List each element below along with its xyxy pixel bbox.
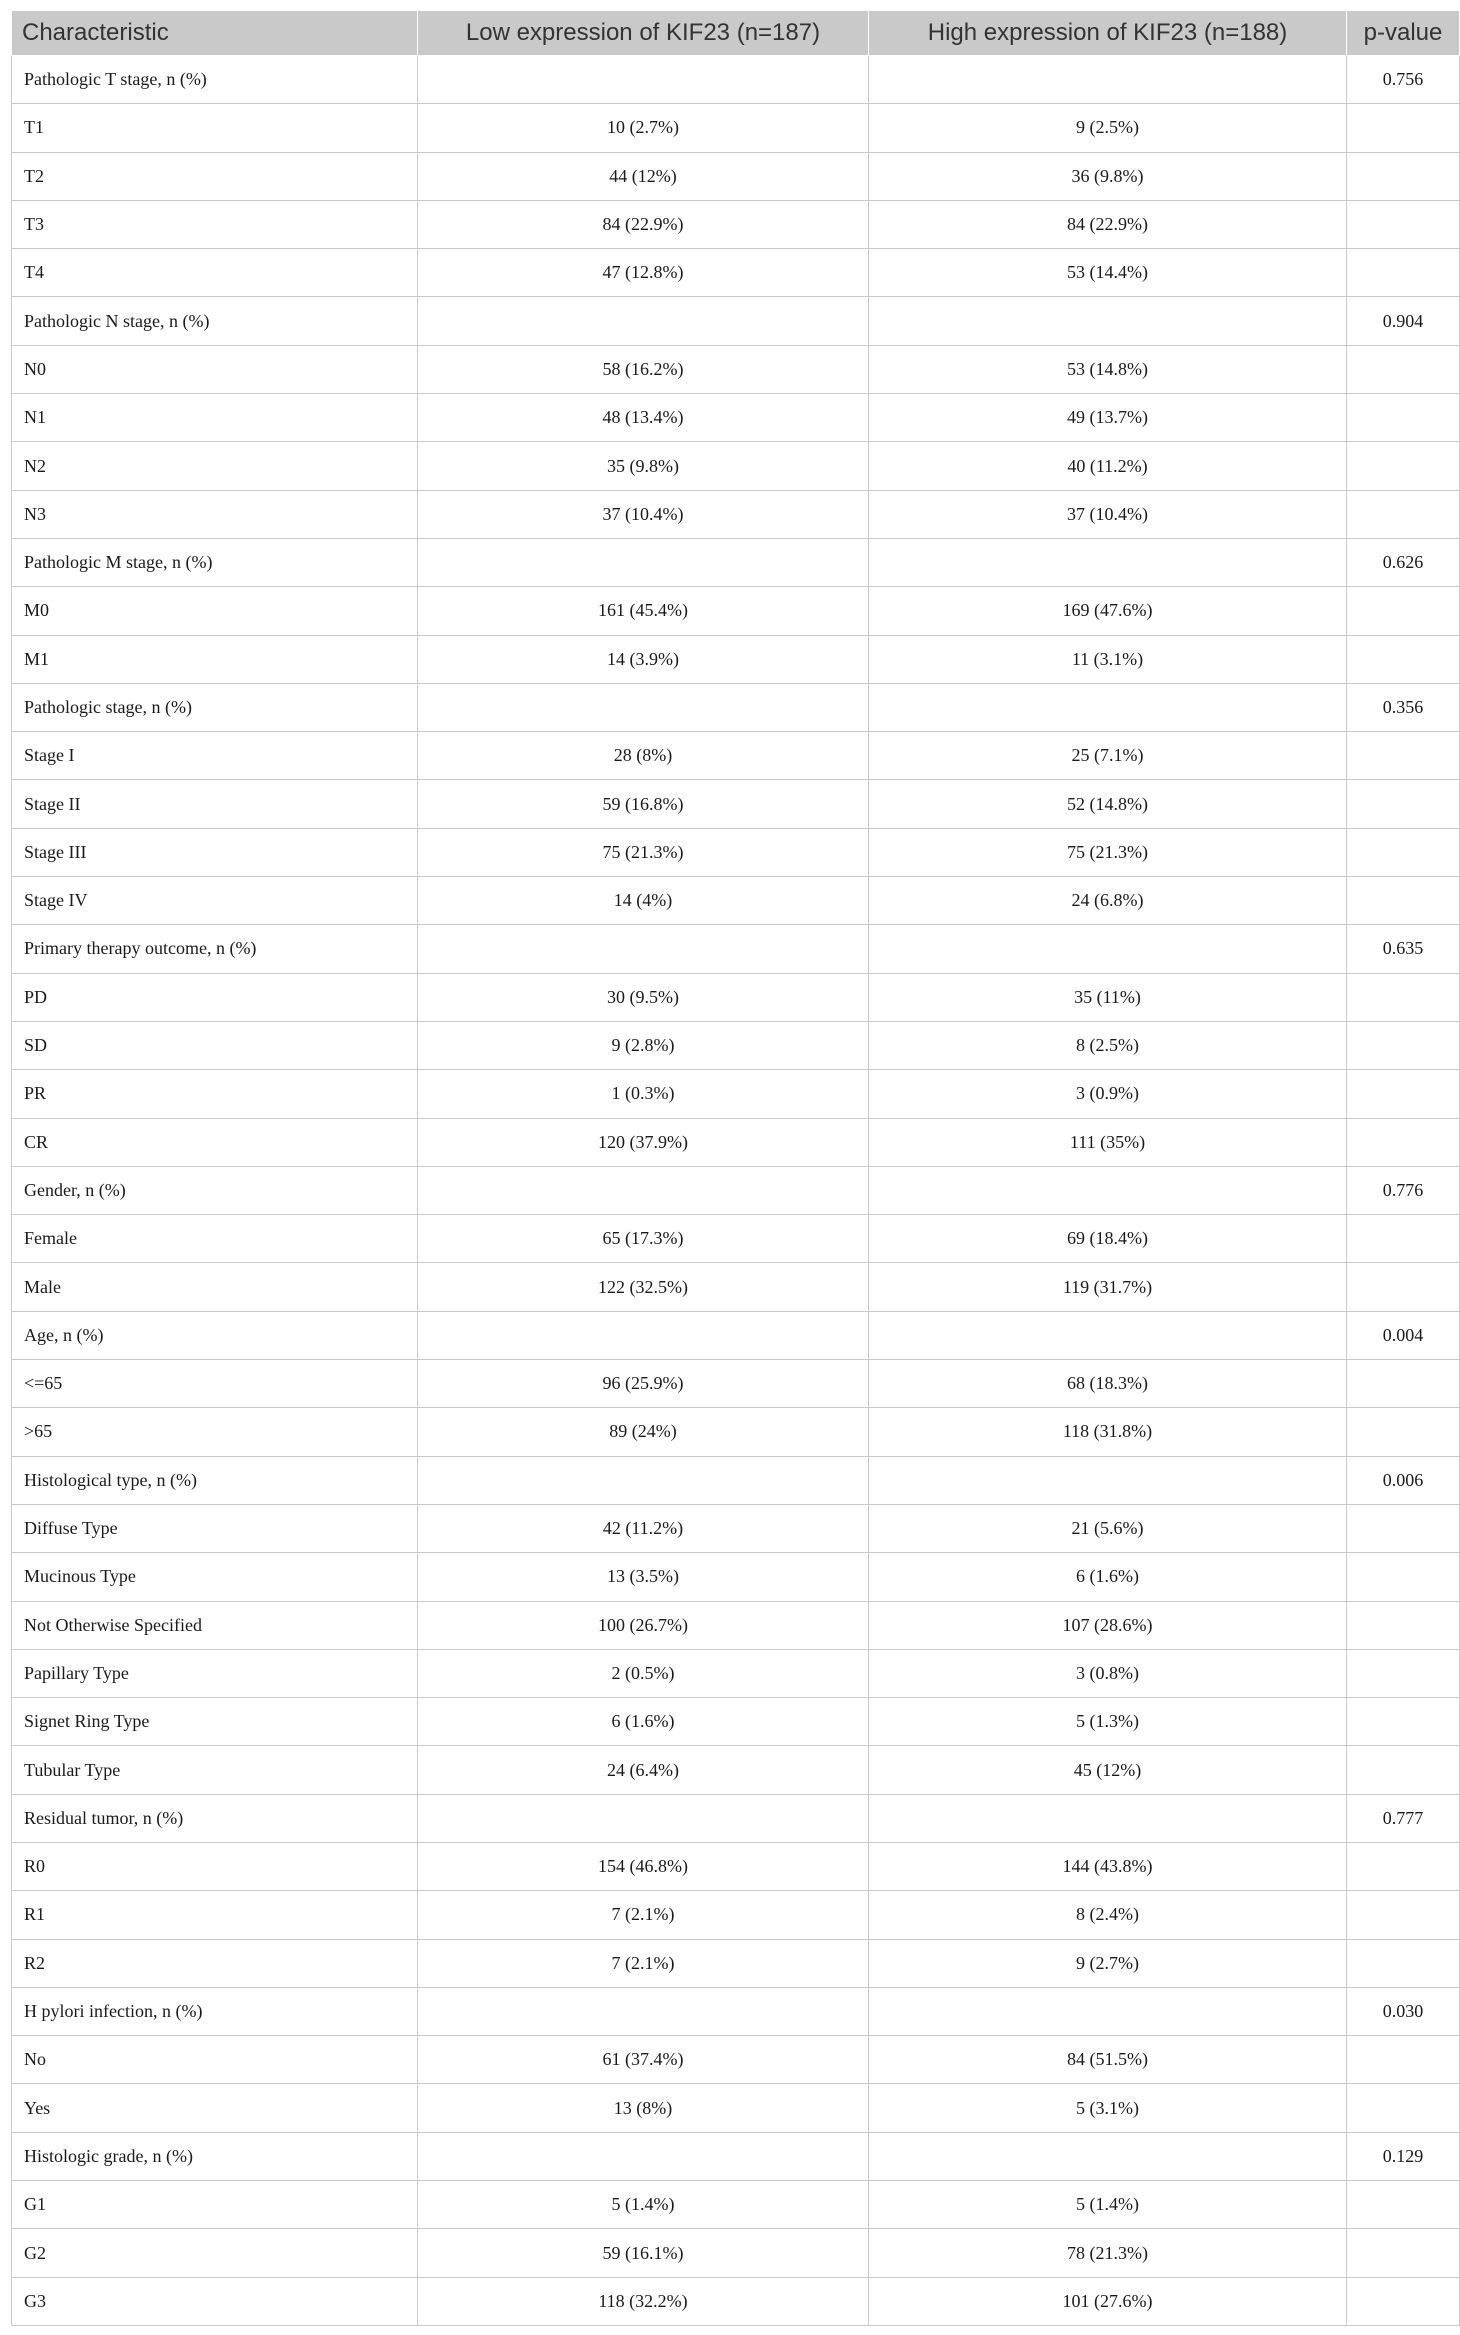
cell-high-expression (869, 1456, 1347, 1504)
cell-p-value (1347, 104, 1460, 152)
cell-high-expression (869, 1987, 1347, 2035)
table-row (12, 1891, 1460, 1939)
cell-characteristic: G1 (12, 2181, 418, 2229)
cell-p-value (1347, 1601, 1460, 1649)
cell-low-expression: 100 (26.7%) (418, 1601, 869, 1649)
cell-characteristic: M1 (12, 635, 418, 683)
table-row (12, 1939, 1460, 1987)
table-row (12, 1021, 1460, 1069)
table-row (12, 780, 1460, 828)
cell-characteristic: No (12, 2036, 418, 2084)
table-row (12, 442, 1460, 490)
table-row (12, 1118, 1460, 1166)
cell-p-value (1347, 1021, 1460, 1069)
cell-p-value (1347, 877, 1460, 925)
cell-low-expression: 120 (37.9%) (418, 1118, 869, 1166)
cell-high-expression: 6 (1.6%) (869, 1553, 1347, 1601)
table-row (12, 683, 1460, 731)
cell-low-expression: 9 (2.8%) (418, 1021, 869, 1069)
table-row (12, 1070, 1460, 1118)
table-row (12, 394, 1460, 442)
cell-characteristic: PR (12, 1070, 418, 1118)
cell-low-expression: 30 (9.5%) (418, 973, 869, 1021)
cell-p-value: 0.904 (1347, 297, 1460, 345)
cell-low-expression (418, 925, 869, 973)
cell-high-expression: 8 (2.5%) (869, 1021, 1347, 1069)
cell-characteristic: Stage II (12, 780, 418, 828)
cell-characteristic: Diffuse Type (12, 1504, 418, 1552)
cell-high-expression: 75 (21.3%) (869, 828, 1347, 876)
cell-low-expression: 47 (12.8%) (418, 249, 869, 297)
cell-characteristic: R1 (12, 1891, 418, 1939)
table-row (12, 2229, 1460, 2277)
cell-p-value (1347, 152, 1460, 200)
cell-low-expression: 48 (13.4%) (418, 394, 869, 442)
header-row (12, 11, 1460, 56)
cell-characteristic: T1 (12, 104, 418, 152)
table-row (12, 490, 1460, 538)
cell-high-expression: 3 (0.8%) (869, 1649, 1347, 1697)
cell-high-expression: 53 (14.4%) (869, 249, 1347, 297)
cell-low-expression (418, 297, 869, 345)
cell-p-value: 0.635 (1347, 925, 1460, 973)
cell-high-expression: 5 (3.1%) (869, 2084, 1347, 2132)
cell-high-expression: 53 (14.8%) (869, 345, 1347, 393)
cell-p-value (1347, 490, 1460, 538)
cell-low-expression: 84 (22.9%) (418, 200, 869, 248)
cell-low-expression: 61 (37.4%) (418, 2036, 869, 2084)
cell-p-value (1347, 1360, 1460, 1408)
cell-low-expression: 122 (32.5%) (418, 1263, 869, 1311)
cell-p-value (1347, 587, 1460, 635)
cell-characteristic: R2 (12, 1939, 418, 1987)
cell-p-value: 0.626 (1347, 538, 1460, 586)
table-row (12, 587, 1460, 635)
cell-characteristic: G2 (12, 2229, 418, 2277)
table-row (12, 635, 1460, 683)
cell-low-expression (418, 1311, 869, 1359)
cell-characteristic: Pathologic stage, n (%) (12, 683, 418, 731)
cell-p-value (1347, 732, 1460, 780)
cell-low-expression (418, 2132, 869, 2180)
cell-low-expression: 42 (11.2%) (418, 1504, 869, 1552)
cell-high-expression: 52 (14.8%) (869, 780, 1347, 828)
cell-high-expression: 119 (31.7%) (869, 1263, 1347, 1311)
cell-low-expression: 13 (3.5%) (418, 1553, 869, 1601)
cell-characteristic: M0 (12, 587, 418, 635)
cell-high-expression: 111 (35%) (869, 1118, 1347, 1166)
cell-high-expression: 21 (5.6%) (869, 1504, 1347, 1552)
cell-low-expression (418, 683, 869, 731)
cell-p-value (1347, 345, 1460, 393)
cell-characteristic: Female (12, 1215, 418, 1263)
cell-characteristic: N3 (12, 490, 418, 538)
cell-p-value (1347, 2181, 1460, 2229)
cell-high-expression: 8 (2.4%) (869, 1891, 1347, 1939)
table-row (12, 249, 1460, 297)
cell-characteristic: Residual tumor, n (%) (12, 1794, 418, 1842)
cell-low-expression: 154 (46.8%) (418, 1842, 869, 1890)
cell-high-expression (869, 297, 1347, 345)
cell-characteristic: Stage III (12, 828, 418, 876)
kif23-characteristics-table (11, 10, 1460, 2326)
cell-characteristic: Mucinous Type (12, 1553, 418, 1601)
table-row (12, 200, 1460, 248)
cell-low-expression: 13 (8%) (418, 2084, 869, 2132)
cell-low-expression: 6 (1.6%) (418, 1698, 869, 1746)
cell-p-value (1347, 828, 1460, 876)
table-row (12, 1504, 1460, 1552)
cell-low-expression: 89 (24%) (418, 1408, 869, 1456)
cell-p-value (1347, 1746, 1460, 1794)
cell-high-expression: 107 (28.6%) (869, 1601, 1347, 1649)
table-row (12, 1746, 1460, 1794)
cell-characteristic: N2 (12, 442, 418, 490)
cell-p-value (1347, 1891, 1460, 1939)
cell-characteristic: Yes (12, 2084, 418, 2132)
cell-low-expression: 59 (16.8%) (418, 780, 869, 828)
cell-characteristic: H pylori infection, n (%) (12, 1987, 418, 2035)
cell-high-expression (869, 1166, 1347, 1214)
cell-p-value: 0.004 (1347, 1311, 1460, 1359)
cell-high-expression: 5 (1.3%) (869, 1698, 1347, 1746)
cell-high-expression: 78 (21.3%) (869, 2229, 1347, 2277)
cell-characteristic: PD (12, 973, 418, 1021)
cell-high-expression (869, 925, 1347, 973)
cell-characteristic: Pathologic N stage, n (%) (12, 297, 418, 345)
cell-high-expression (869, 683, 1347, 731)
cell-p-value: 0.356 (1347, 683, 1460, 731)
cell-p-value (1347, 635, 1460, 683)
cell-p-value (1347, 249, 1460, 297)
cell-characteristic: Signet Ring Type (12, 1698, 418, 1746)
cell-high-expression: 84 (51.5%) (869, 2036, 1347, 2084)
cell-characteristic: Gender, n (%) (12, 1166, 418, 1214)
cell-characteristic: G3 (12, 2277, 418, 2325)
cell-characteristic: Histological type, n (%) (12, 1456, 418, 1504)
cell-high-expression: 9 (2.7%) (869, 1939, 1347, 1987)
header-p-value: p-value (1347, 11, 1460, 56)
table-container (11, 10, 1459, 2326)
table-body (12, 56, 1460, 2326)
header-characteristic: Characteristic (12, 11, 418, 56)
cell-low-expression: 161 (45.4%) (418, 587, 869, 635)
table-row (12, 1166, 1460, 1214)
cell-low-expression: 35 (9.8%) (418, 442, 869, 490)
cell-p-value: 0.006 (1347, 1456, 1460, 1504)
table-row (12, 297, 1460, 345)
cell-p-value: 0.777 (1347, 1794, 1460, 1842)
cell-p-value (1347, 1504, 1460, 1552)
cell-characteristic: Histologic grade, n (%) (12, 2132, 418, 2180)
cell-p-value (1347, 1118, 1460, 1166)
cell-p-value: 0.756 (1347, 56, 1460, 104)
cell-low-expression: 118 (32.2%) (418, 2277, 869, 2325)
cell-p-value (1347, 2036, 1460, 2084)
table-row (12, 1263, 1460, 1311)
table-row (12, 1408, 1460, 1456)
table-row (12, 152, 1460, 200)
cell-high-expression: 40 (11.2%) (869, 442, 1347, 490)
cell-p-value (1347, 2084, 1460, 2132)
table-row (12, 1360, 1460, 1408)
cell-high-expression: 25 (7.1%) (869, 732, 1347, 780)
cell-high-expression: 24 (6.8%) (869, 877, 1347, 925)
header-low-expression: Low expression of KIF23 (n=187) (418, 11, 869, 56)
cell-p-value (1347, 1215, 1460, 1263)
table-row (12, 104, 1460, 152)
cell-p-value (1347, 200, 1460, 248)
cell-characteristic: N1 (12, 394, 418, 442)
table-row (12, 1215, 1460, 1263)
cell-low-expression: 75 (21.3%) (418, 828, 869, 876)
cell-low-expression: 14 (4%) (418, 877, 869, 925)
table-row (12, 828, 1460, 876)
table-row (12, 732, 1460, 780)
cell-characteristic: Primary therapy outcome, n (%) (12, 925, 418, 973)
cell-high-expression: 5 (1.4%) (869, 2181, 1347, 2229)
cell-low-expression: 7 (2.1%) (418, 1891, 869, 1939)
cell-high-expression (869, 56, 1347, 104)
table-row (12, 1311, 1460, 1359)
cell-p-value (1347, 1649, 1460, 1697)
cell-low-expression: 59 (16.1%) (418, 2229, 869, 2277)
cell-p-value (1347, 1553, 1460, 1601)
cell-low-expression (418, 538, 869, 586)
table-row (12, 973, 1460, 1021)
cell-high-expression (869, 1794, 1347, 1842)
cell-high-expression: 69 (18.4%) (869, 1215, 1347, 1263)
table-row (12, 1698, 1460, 1746)
cell-low-expression (418, 1456, 869, 1504)
cell-p-value (1347, 394, 1460, 442)
cell-characteristic: Male (12, 1263, 418, 1311)
table-row (12, 925, 1460, 973)
table-row (12, 1456, 1460, 1504)
cell-p-value (1347, 1939, 1460, 1987)
cell-high-expression: 45 (12%) (869, 1746, 1347, 1794)
cell-high-expression (869, 1311, 1347, 1359)
table-row (12, 538, 1460, 586)
table-row (12, 2084, 1460, 2132)
cell-high-expression: 118 (31.8%) (869, 1408, 1347, 1456)
cell-high-expression: 169 (47.6%) (869, 587, 1347, 635)
cell-high-expression: 84 (22.9%) (869, 200, 1347, 248)
table-row (12, 1553, 1460, 1601)
cell-high-expression: 11 (3.1%) (869, 635, 1347, 683)
table-row (12, 877, 1460, 925)
cell-low-expression: 2 (0.5%) (418, 1649, 869, 1697)
cell-characteristic: SD (12, 1021, 418, 1069)
table-header (12, 11, 1460, 56)
cell-low-expression: 44 (12%) (418, 152, 869, 200)
cell-low-expression: 65 (17.3%) (418, 1215, 869, 1263)
cell-p-value (1347, 780, 1460, 828)
table-row (12, 1601, 1460, 1649)
cell-low-expression (418, 1794, 869, 1842)
table-row (12, 2181, 1460, 2229)
table-row (12, 1842, 1460, 1890)
cell-low-expression: 14 (3.9%) (418, 635, 869, 683)
cell-characteristic: CR (12, 1118, 418, 1166)
cell-high-expression: 144 (43.8%) (869, 1842, 1347, 1890)
cell-high-expression: 9 (2.5%) (869, 104, 1347, 152)
cell-p-value (1347, 1698, 1460, 1746)
cell-p-value: 0.129 (1347, 2132, 1460, 2180)
cell-characteristic: T4 (12, 249, 418, 297)
cell-low-expression: 58 (16.2%) (418, 345, 869, 393)
cell-p-value: 0.776 (1347, 1166, 1460, 1214)
cell-low-expression: 37 (10.4%) (418, 490, 869, 538)
cell-low-expression: 1 (0.3%) (418, 1070, 869, 1118)
cell-characteristic: Stage I (12, 732, 418, 780)
cell-low-expression: 24 (6.4%) (418, 1746, 869, 1794)
cell-high-expression (869, 538, 1347, 586)
cell-characteristic: <=65 (12, 1360, 418, 1408)
table-row (12, 2036, 1460, 2084)
cell-characteristic: Papillary Type (12, 1649, 418, 1697)
cell-high-expression: 36 (9.8%) (869, 152, 1347, 200)
cell-p-value (1347, 442, 1460, 490)
cell-p-value (1347, 973, 1460, 1021)
cell-high-expression: 49 (13.7%) (869, 394, 1347, 442)
table-row (12, 345, 1460, 393)
cell-characteristic: R0 (12, 1842, 418, 1890)
table-row (12, 1649, 1460, 1697)
cell-low-expression: 10 (2.7%) (418, 104, 869, 152)
cell-p-value (1347, 1842, 1460, 1890)
cell-high-expression (869, 2132, 1347, 2180)
cell-low-expression: 96 (25.9%) (418, 1360, 869, 1408)
cell-p-value: 0.030 (1347, 1987, 1460, 2035)
table-row (12, 56, 1460, 104)
cell-high-expression: 35 (11%) (869, 973, 1347, 1021)
cell-characteristic: >65 (12, 1408, 418, 1456)
cell-characteristic: T2 (12, 152, 418, 200)
cell-low-expression (418, 1166, 869, 1214)
cell-low-expression (418, 1987, 869, 2035)
header-high-expression: High expression of KIF23 (n=188) (869, 11, 1347, 56)
table-row (12, 2277, 1460, 2325)
cell-characteristic: T3 (12, 200, 418, 248)
cell-low-expression: 5 (1.4%) (418, 2181, 869, 2229)
cell-characteristic: Stage IV (12, 877, 418, 925)
cell-p-value (1347, 1408, 1460, 1456)
table-row (12, 2132, 1460, 2180)
cell-characteristic: Not Otherwise Specified (12, 1601, 418, 1649)
table-row (12, 1794, 1460, 1842)
cell-high-expression: 37 (10.4%) (869, 490, 1347, 538)
cell-characteristic: N0 (12, 345, 418, 393)
cell-characteristic: Pathologic T stage, n (%) (12, 56, 418, 104)
cell-p-value (1347, 2277, 1460, 2325)
cell-characteristic: Pathologic M stage, n (%) (12, 538, 418, 586)
cell-low-expression: 28 (8%) (418, 732, 869, 780)
cell-p-value (1347, 1070, 1460, 1118)
cell-high-expression: 101 (27.6%) (869, 2277, 1347, 2325)
cell-low-expression: 7 (2.1%) (418, 1939, 869, 1987)
cell-low-expression (418, 56, 869, 104)
cell-high-expression: 68 (18.3%) (869, 1360, 1347, 1408)
cell-high-expression: 3 (0.9%) (869, 1070, 1347, 1118)
cell-p-value (1347, 2229, 1460, 2277)
cell-p-value (1347, 1263, 1460, 1311)
cell-characteristic: Age, n (%) (12, 1311, 418, 1359)
table-row (12, 1987, 1460, 2035)
cell-characteristic: Tubular Type (12, 1746, 418, 1794)
